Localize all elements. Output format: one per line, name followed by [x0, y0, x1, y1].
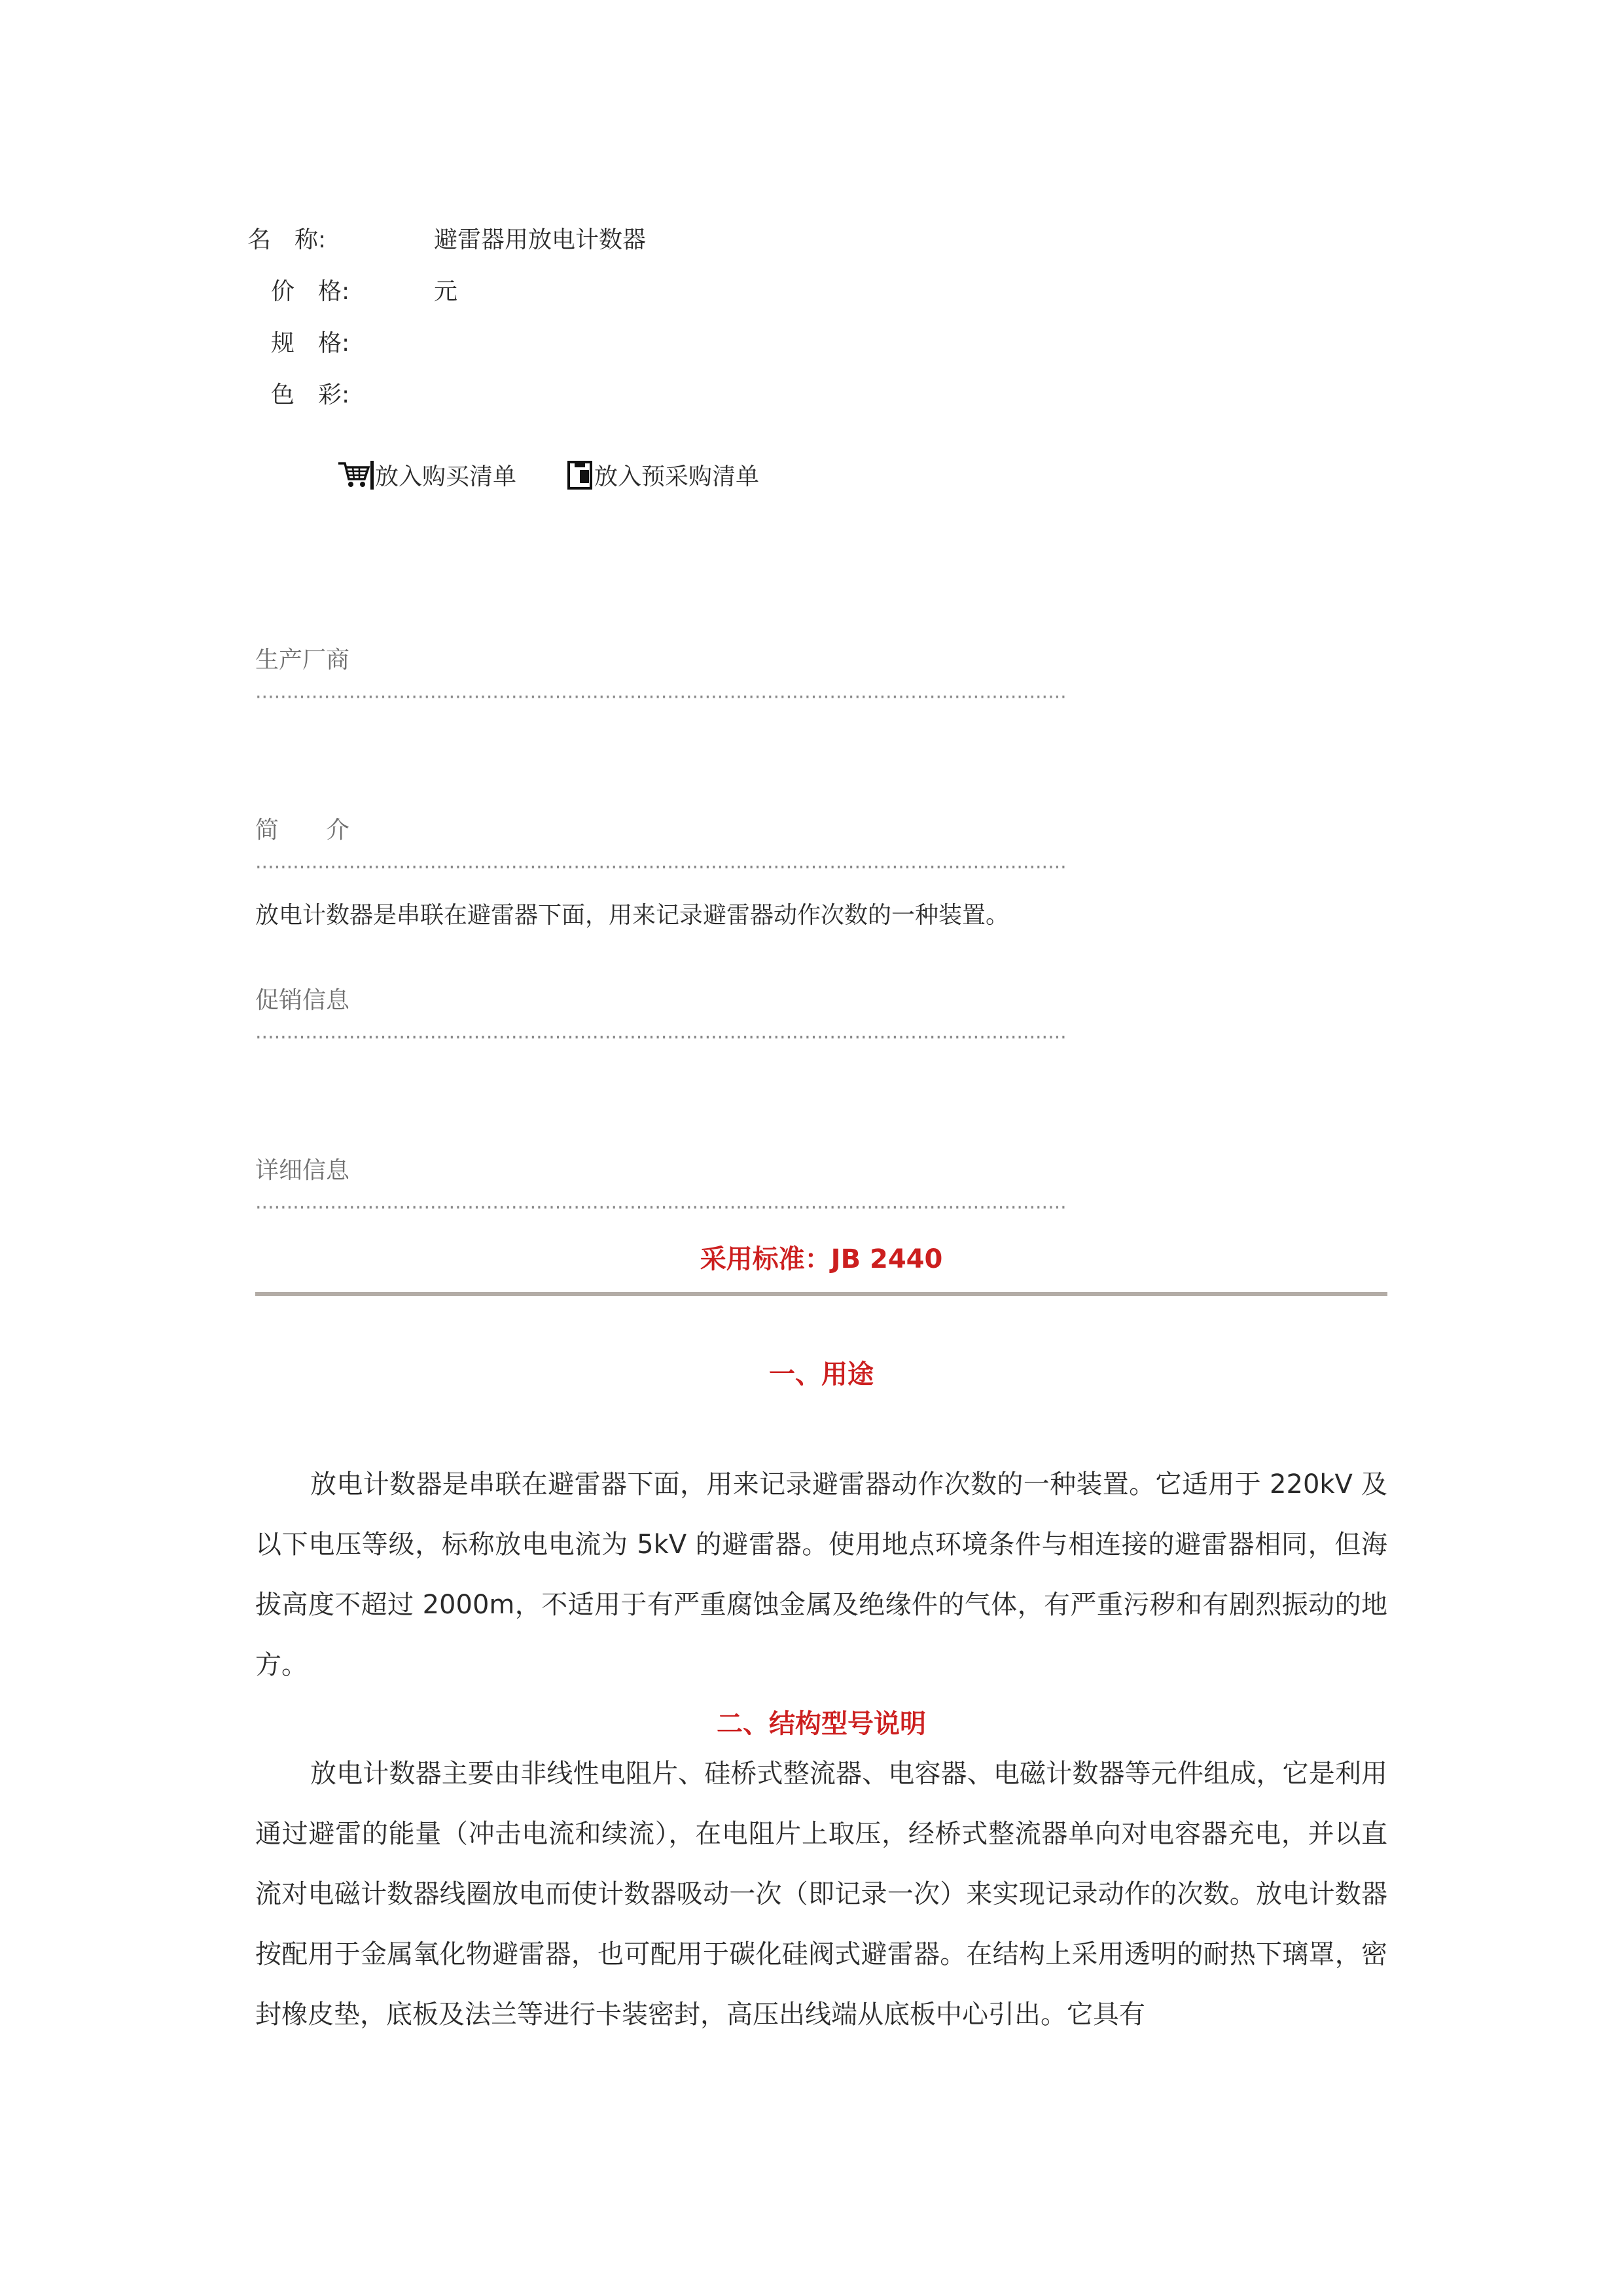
manufacturer-divider: ··································································································································: [255, 686, 1067, 709]
usage-paragraph: 放电计数器是串联在避雷器下面，用来记录避雷器动作次数的一种装置。它适用于 220kV 及以下电压等级，标称放电电流为 5kV 的避雷器。使用地点环境条件与相连接的避雷器相同，但海拔高度不超过 2000m，不适用于有严重腐蚀金属及绝缘件的气体，有严重污秽和有剧烈振动的地方。: [255, 1469, 1387, 1680]
structure-heading: 二、结构型号说明: [717, 1709, 926, 1739]
name-label: 名 称:: [247, 226, 327, 253]
usage-heading: 一、用途: [769, 1359, 874, 1390]
promo-divider: ··································································································································: [255, 1026, 1067, 1049]
add-to-precart-button[interactable]: [567, 458, 759, 492]
name-value: 避雷器用放电计数器: [434, 226, 647, 253]
price-value: 元: [434, 278, 458, 305]
standard-heading: 采用标准：JB 2440: [700, 1244, 943, 1274]
clipboard-icon: [567, 459, 593, 491]
color-label: 色 彩:: [271, 382, 350, 408]
add-to-precart-label: 放入预采购清单: [594, 463, 760, 490]
manufacturer-label: 生产厂商: [255, 647, 350, 673]
intro-label: 简 介: [255, 817, 350, 844]
spec-label: 规 格:: [271, 330, 350, 357]
add-to-cart-button[interactable]: [337, 458, 516, 492]
intro-text: 放电计数器是串联在避雷器下面，用来记录避雷器动作次数的一种装置。: [255, 902, 1010, 929]
add-to-cart-label: 放入购买清单: [375, 463, 517, 490]
detail-divider: ··································································································································: [255, 1196, 1067, 1219]
horizontal-rule: [255, 1292, 1387, 1296]
detail-label: 详细信息: [255, 1157, 350, 1184]
promo-label: 促销信息: [255, 987, 350, 1014]
shopping-cart-icon: [337, 459, 374, 491]
intro-divider: ··································································································································: [255, 856, 1067, 879]
price-label: 价 格:: [271, 278, 350, 305]
structure-paragraph: 放电计数器主要由非线性电阻片、硅桥式整流器、电容器、电磁计数器等元件组成，它是利用通过避雷的能量（冲击电流和续流），在电阻片上取压，经桥式整流器单向对电容器充电，并以直流对电磁计数器线圈放电而使计数器吸动一次（即记录一次）来实现记录动作的次数。放电计数器按配用于金属氧化物避雷器，也可配用于碳化硅阀式避雷器。在结构上采用透明的耐热下璃罩，密封橡皮垫，底板及法兰等进行卡装密封，高压出线端从底板中心引出。它具有: [255, 1759, 1387, 2030]
